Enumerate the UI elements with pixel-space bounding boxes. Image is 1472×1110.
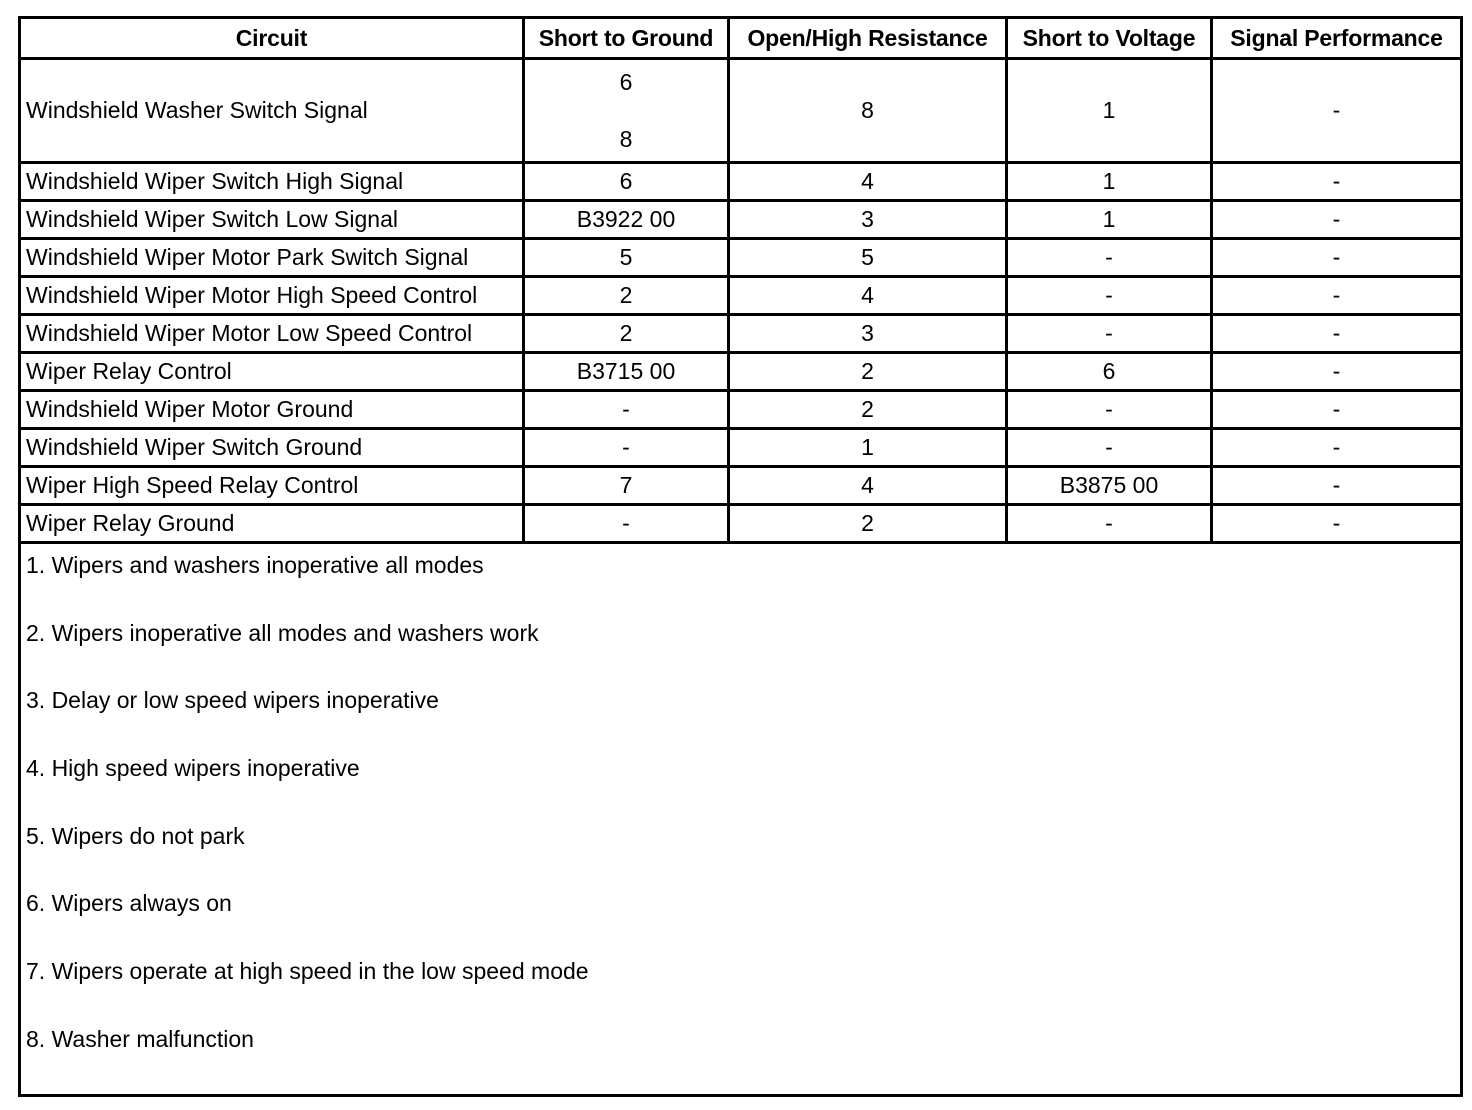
cell-short-to-ground-top: 6	[619, 68, 633, 95]
cell-signal-performance: -	[1212, 277, 1462, 315]
cell-short-to-voltage: -	[1007, 429, 1212, 467]
diagnostic-table-container	[18, 16, 1460, 1098]
cell-short-to-voltage: -	[1007, 315, 1212, 353]
cell-circuit: Windshield Wiper Motor High Speed Control	[20, 277, 524, 315]
cell-open-high-resistance: 4	[729, 467, 1007, 505]
cell-circuit: Windshield Wiper Motor Low Speed Control	[20, 315, 524, 353]
cell-short-to-ground: 7	[524, 467, 729, 505]
table-row	[20, 429, 1462, 467]
note-item: 1. Wipers and washers inoperative all modes	[26, 552, 484, 578]
cell-circuit: Windshield Washer Switch Signal	[20, 59, 524, 163]
header-circuit: Circuit	[20, 18, 524, 59]
notes-row	[20, 543, 1462, 1096]
cell-short-to-ground: 2	[524, 277, 729, 315]
header-signal-performance: Signal Performance	[1212, 18, 1462, 59]
cell-short-to-ground: B3715 00	[524, 353, 729, 391]
cell-open-high-resistance: 3	[729, 201, 1007, 239]
cell-short-to-voltage: -	[1007, 277, 1212, 315]
cell-signal-performance: -	[1212, 239, 1462, 277]
note-item: 4. High speed wipers inoperative	[26, 755, 360, 782]
cell-circuit: Wiper Relay Ground	[20, 505, 524, 543]
note-item: 3. Delay or low speed wipers inoperative	[26, 687, 439, 714]
cell-open-high-resistance: 4	[729, 277, 1007, 315]
cell-short-to-voltage: 6	[1007, 353, 1212, 391]
note-item: 5. Wipers do not park	[26, 822, 245, 849]
table-row	[20, 353, 1462, 391]
table-row	[20, 201, 1462, 239]
cell-signal-performance: -	[1212, 391, 1462, 429]
table-row	[20, 277, 1462, 315]
cell-signal-performance: -	[1212, 201, 1462, 239]
cell-short-to-ground: -	[524, 505, 729, 543]
cell-open-high-resistance: 4	[729, 163, 1007, 201]
note-item: 7. Wipers operate at high speed in the low speed mode	[26, 958, 589, 985]
cell-circuit: Windshield Wiper Motor Ground	[20, 391, 524, 429]
notes-cell	[20, 543, 1462, 1096]
table-row	[20, 59, 1462, 163]
table-row	[20, 315, 1462, 353]
cell-open-high-resistance: 1	[729, 429, 1007, 467]
cell-short-to-voltage: -	[1007, 239, 1212, 277]
cell-short-to-ground: -	[524, 429, 729, 467]
note-item: 6. Wipers always on	[26, 890, 232, 917]
cell-circuit: Wiper Relay Control	[20, 353, 524, 391]
cell-circuit: Windshield Wiper Switch Ground	[20, 429, 524, 467]
header-open-high-resistance: Open/High Resistance	[729, 18, 1007, 59]
cell-circuit: Windshield Wiper Switch Low Signal	[20, 201, 524, 239]
note-item: 8. Washer malfunction	[26, 1025, 254, 1052]
cell-signal-performance: -	[1212, 315, 1462, 353]
note-item: 2. Wipers inoperative all modes and washers work	[26, 619, 539, 646]
header-short-to-voltage: Short to Voltage	[1007, 18, 1212, 59]
cell-short-to-ground: B3922 00	[524, 201, 729, 239]
cell-short-to-ground: 2	[524, 315, 729, 353]
cell-short-to-ground: 6	[524, 163, 729, 201]
cell-open-high-resistance: 5	[729, 239, 1007, 277]
cell-circuit: Windshield Wiper Motor Park Switch Signal	[20, 239, 524, 277]
cell-short-to-voltage: B3875 00	[1007, 467, 1212, 505]
cell-short-to-ground: 5	[524, 239, 729, 277]
cell-signal-performance: -	[1212, 163, 1462, 201]
cell-signal-performance: -	[1212, 429, 1462, 467]
table-row	[20, 505, 1462, 543]
table-row	[20, 163, 1462, 201]
cell-signal-performance: -	[1212, 467, 1462, 505]
table-header-row	[20, 18, 1462, 59]
cell-short-to-ground-bottom: 8	[619, 125, 633, 152]
circuit-symptom-table	[18, 16, 1463, 1097]
cell-open-high-resistance: 2	[729, 353, 1007, 391]
cell-short-to-ground	[524, 59, 729, 163]
cell-short-to-voltage: 1	[1007, 201, 1212, 239]
table-row	[20, 239, 1462, 277]
cell-open-high-resistance: 2	[729, 391, 1007, 429]
cell-short-to-voltage: -	[1007, 505, 1212, 543]
cell-open-high-resistance: 3	[729, 315, 1007, 353]
cell-short-to-voltage: 1	[1007, 59, 1212, 163]
table-row	[20, 391, 1462, 429]
header-short-to-ground: Short to Ground	[524, 18, 729, 59]
cell-circuit: Wiper High Speed Relay Control	[20, 467, 524, 505]
cell-signal-performance: -	[1212, 505, 1462, 543]
cell-signal-performance: -	[1212, 59, 1462, 163]
cell-signal-performance: -	[1212, 353, 1462, 391]
cell-open-high-resistance: 2	[729, 505, 1007, 543]
cell-open-high-resistance: 8	[729, 59, 1007, 163]
cell-short-to-ground: -	[524, 391, 729, 429]
table-row	[20, 467, 1462, 505]
cell-short-to-voltage: -	[1007, 391, 1212, 429]
cell-short-to-voltage: 1	[1007, 163, 1212, 201]
cell-circuit: Windshield Wiper Switch High Signal	[20, 163, 524, 201]
